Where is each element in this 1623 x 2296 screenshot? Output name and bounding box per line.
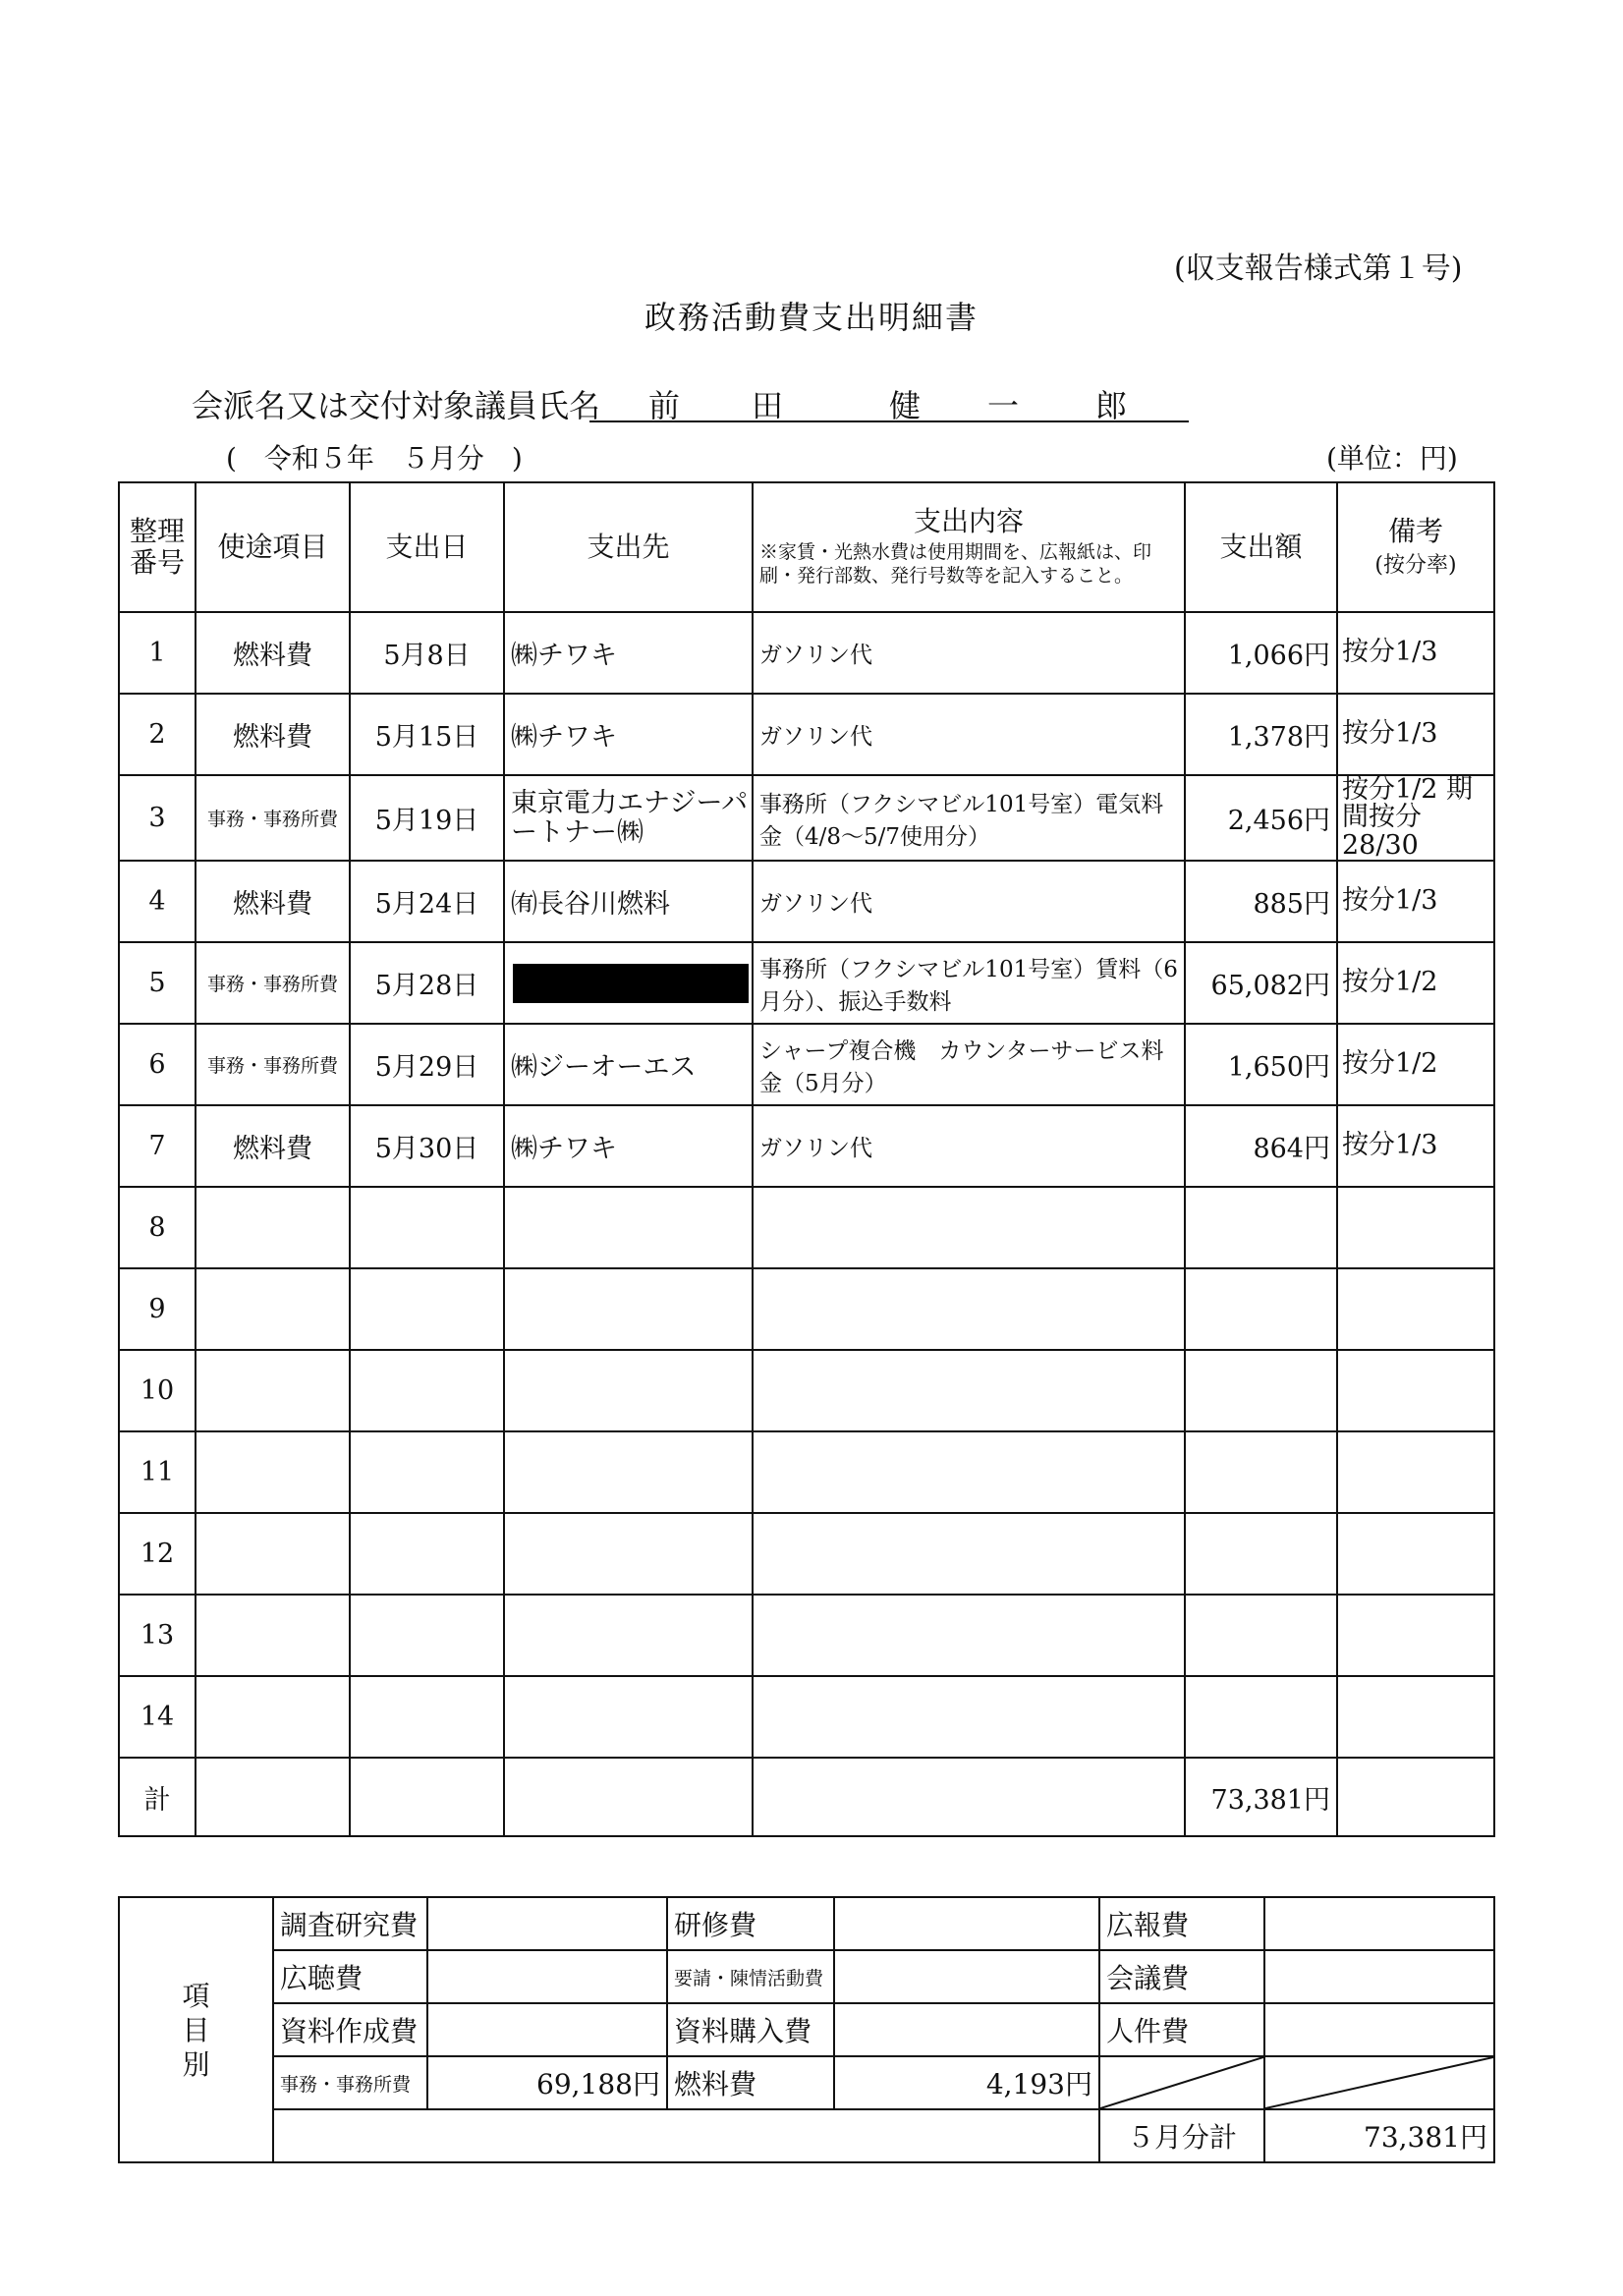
form-number: (収支報告様式第１号) bbox=[1174, 252, 1463, 286]
row-payee: ㈱チワキ bbox=[504, 612, 753, 694]
value-shiryo-sakusei bbox=[427, 2003, 667, 2056]
category-summary-table bbox=[118, 1896, 1495, 2163]
row-date: 5月15日 bbox=[350, 694, 504, 775]
value-yosei bbox=[834, 1950, 1099, 2003]
value-shiryo-konyu bbox=[834, 2003, 1099, 2056]
value-koho bbox=[1264, 1897, 1494, 1950]
row-category: 燃料費 bbox=[196, 694, 350, 775]
side-char: 項 bbox=[182, 1979, 210, 2012]
row-remarks: 按分1/3 bbox=[1337, 1105, 1494, 1187]
row-category: 事務・事務所費 bbox=[196, 1024, 350, 1105]
row-amount bbox=[1185, 1350, 1337, 1431]
value-chosa bbox=[427, 1897, 667, 1950]
row-number: 7 bbox=[119, 1105, 196, 1187]
value-kaigi bbox=[1264, 1950, 1494, 2003]
row-amount bbox=[1185, 1595, 1337, 1676]
row-category bbox=[196, 1268, 350, 1350]
row-payee: ㈱チワキ bbox=[504, 1105, 753, 1187]
label-koho: 広報費 bbox=[1099, 1897, 1264, 1950]
table-row bbox=[119, 1105, 1494, 1187]
col-date: 支出日 bbox=[350, 482, 504, 612]
label-kocho: 広聴費 bbox=[273, 1950, 427, 2003]
row-payee: ㈱ジーオーエス bbox=[504, 1024, 753, 1105]
row-category: 燃料費 bbox=[196, 1105, 350, 1187]
row-category bbox=[196, 1431, 350, 1513]
col-number bbox=[119, 482, 196, 612]
row-date bbox=[350, 1595, 504, 1676]
row-content bbox=[753, 1431, 1185, 1513]
col-content-title: 支出内容 bbox=[913, 505, 1024, 538]
col-amount: 支出額 bbox=[1185, 482, 1337, 612]
total-label: 計 bbox=[119, 1758, 196, 1836]
member-name-char: 一 bbox=[987, 387, 1020, 424]
row-category: 事務・事務所費 bbox=[196, 775, 350, 861]
row-number: 9 bbox=[119, 1268, 196, 1350]
row-content: ガソリン代 bbox=[753, 861, 1185, 942]
row-payee bbox=[504, 1187, 753, 1268]
header-row bbox=[119, 482, 1494, 612]
row-payee bbox=[504, 1513, 753, 1595]
summary-row bbox=[119, 2109, 1494, 2162]
row-date: 5月8日 bbox=[350, 612, 504, 694]
row-content: 事務所（フクシマビル101号室）賃料（6月分）、振込手数料 bbox=[753, 942, 1185, 1024]
row-amount bbox=[1185, 1187, 1337, 1268]
col-category: 使途項目 bbox=[196, 482, 350, 612]
expense-rows bbox=[119, 612, 1494, 1758]
row-remarks bbox=[1337, 1513, 1494, 1595]
summary-row bbox=[119, 1897, 1494, 1950]
member-name-char: 健 bbox=[889, 387, 922, 424]
row-amount bbox=[1185, 1676, 1337, 1758]
row-category bbox=[196, 1513, 350, 1595]
table-cell bbox=[753, 1758, 1185, 1836]
row-number: 4 bbox=[119, 861, 196, 942]
table-row bbox=[119, 1350, 1494, 1431]
col-payee: 支出先 bbox=[504, 482, 753, 612]
col-remarks-title: 備考 bbox=[1387, 514, 1443, 547]
row-date bbox=[350, 1187, 504, 1268]
table-row bbox=[119, 694, 1494, 775]
row-number: 6 bbox=[119, 1024, 196, 1105]
row-payee bbox=[504, 942, 753, 1024]
col-content-note: ※家賃・光熱水費は使用期間を、広報紙は、印刷・発行部数、発行号数等を記入すること。 bbox=[759, 541, 1152, 588]
row-date: 5月29日 bbox=[350, 1024, 504, 1105]
table-row bbox=[119, 1676, 1494, 1758]
total-amount: 73,381円 bbox=[1185, 1758, 1337, 1836]
row-payee bbox=[504, 1268, 753, 1350]
row-payee bbox=[504, 1350, 753, 1431]
row-category: 燃料費 bbox=[196, 612, 350, 694]
row-date bbox=[350, 1431, 504, 1513]
row-remarks: 按分1/2 bbox=[1337, 1024, 1494, 1105]
summary-blank bbox=[273, 2109, 1099, 2162]
row-amount: 65,082円 bbox=[1185, 942, 1337, 1024]
row-remarks: 按分1/3 bbox=[1337, 861, 1494, 942]
name-label: 会派名又は交付対象議員氏名 bbox=[192, 387, 601, 424]
table-cell bbox=[504, 1758, 753, 1836]
table-row bbox=[119, 1595, 1494, 1676]
row-date: 5月24日 bbox=[350, 861, 504, 942]
label-chosa: 調査研究費 bbox=[273, 1897, 427, 1950]
row-content: 事務所（フクシマビル101号室）電気料金（4/8～5/7使用分） bbox=[753, 775, 1185, 861]
col-content bbox=[753, 482, 1185, 612]
row-category bbox=[196, 1676, 350, 1758]
row-number: 2 bbox=[119, 694, 196, 775]
row-amount bbox=[1185, 1268, 1337, 1350]
label-yosei: 要請・陳情活動費 bbox=[667, 1950, 834, 2003]
row-date: 5月19日 bbox=[350, 775, 504, 861]
row-amount bbox=[1185, 1431, 1337, 1513]
row-content bbox=[753, 1268, 1185, 1350]
table-row bbox=[119, 1024, 1494, 1105]
row-category: 燃料費 bbox=[196, 861, 350, 942]
value-kocho bbox=[427, 1950, 667, 2003]
row-number: 5 bbox=[119, 942, 196, 1024]
col-remarks bbox=[1337, 482, 1494, 612]
value-kenshu bbox=[834, 1897, 1099, 1950]
table-cell bbox=[350, 1758, 504, 1836]
row-category bbox=[196, 1595, 350, 1676]
table-row bbox=[119, 942, 1494, 1024]
row-content: シャープ複合機 カウンターサービス料金（5月分） bbox=[753, 1024, 1185, 1105]
row-date: 5月28日 bbox=[350, 942, 504, 1024]
value-nenryo: 4,193円 bbox=[834, 2056, 1099, 2109]
row-remarks bbox=[1337, 1595, 1494, 1676]
table-row bbox=[119, 612, 1494, 694]
row-amount: 1,378円 bbox=[1185, 694, 1337, 775]
row-amount: 2,456円 bbox=[1185, 775, 1337, 861]
redaction-box bbox=[513, 964, 749, 1003]
table-row bbox=[119, 775, 1494, 861]
row-content: ガソリン代 bbox=[753, 612, 1185, 694]
col-number-line1: 整理 bbox=[129, 514, 185, 547]
label-shiryo-konyu: 資料購入費 bbox=[667, 2003, 834, 2056]
row-content: ガソリン代 bbox=[753, 694, 1185, 775]
row-amount: 1,066円 bbox=[1185, 612, 1337, 694]
diagonal-line bbox=[1100, 2057, 1263, 2108]
unit-label: (単位：円) bbox=[1326, 442, 1458, 475]
row-date bbox=[350, 1513, 504, 1595]
row-remarks bbox=[1337, 1431, 1494, 1513]
row-date bbox=[350, 1268, 504, 1350]
table-row bbox=[119, 1187, 1494, 1268]
member-name-char: 郎 bbox=[1095, 387, 1128, 424]
diagonal-line bbox=[1265, 2057, 1493, 2108]
total-row bbox=[119, 1758, 1494, 1836]
summary-row bbox=[119, 1950, 1494, 2003]
month-total-label: ５月分計 bbox=[1099, 2109, 1264, 2162]
label-shiryo-sakusei: 資料作成費 bbox=[273, 2003, 427, 2056]
row-category bbox=[196, 1350, 350, 1431]
month-total-amount: 73,381円 bbox=[1264, 2109, 1494, 2162]
row-content bbox=[753, 1676, 1185, 1758]
table-cell bbox=[196, 1758, 350, 1836]
table-row bbox=[119, 1268, 1494, 1350]
row-category bbox=[196, 1187, 350, 1268]
row-number: 10 bbox=[119, 1350, 196, 1431]
row-content bbox=[753, 1513, 1185, 1595]
row-payee bbox=[504, 1431, 753, 1513]
summary-side-label bbox=[119, 1897, 273, 2162]
row-content: ガソリン代 bbox=[753, 1105, 1185, 1187]
side-char: 別 bbox=[182, 2047, 210, 2081]
label-jimusho: 事務・事務所費 bbox=[273, 2056, 427, 2109]
page-title: 政務活動費支出明細書 bbox=[644, 299, 979, 336]
summary-row bbox=[119, 2003, 1494, 2056]
row-remarks: 按分1/2 期間按分 28/30 bbox=[1337, 775, 1494, 861]
row-date: 5月30日 bbox=[350, 1105, 504, 1187]
row-remarks: 按分1/3 bbox=[1337, 612, 1494, 694]
value-jimusho: 69,188円 bbox=[427, 2056, 667, 2109]
table-row bbox=[119, 861, 1494, 942]
label-jinken: 人件費 bbox=[1099, 2003, 1264, 2056]
row-number: 8 bbox=[119, 1187, 196, 1268]
row-remarks bbox=[1337, 1350, 1494, 1431]
row-amount: 864円 bbox=[1185, 1105, 1337, 1187]
table-cell bbox=[1337, 1758, 1494, 1836]
row-payee: ㈱チワキ bbox=[504, 694, 753, 775]
row-content bbox=[753, 1595, 1185, 1676]
col-number-line2: 番号 bbox=[129, 546, 185, 579]
row-payee: ㈲長谷川燃料 bbox=[504, 861, 753, 942]
diagonal-cell bbox=[1099, 2056, 1264, 2109]
label-kaigi: 会議費 bbox=[1099, 1950, 1264, 2003]
row-amount bbox=[1185, 1513, 1337, 1595]
diagonal-cell bbox=[1264, 2056, 1494, 2109]
row-number: 1 bbox=[119, 612, 196, 694]
row-amount: 1,650円 bbox=[1185, 1024, 1337, 1105]
row-remarks bbox=[1337, 1187, 1494, 1268]
row-payee: 東京電力エナジーパートナー㈱ bbox=[504, 775, 753, 861]
row-payee bbox=[504, 1676, 753, 1758]
report-period: ( 令和５年 ５月分 ) bbox=[226, 442, 523, 475]
value-jinken bbox=[1264, 2003, 1494, 2056]
row-remarks: 按分1/2 bbox=[1337, 942, 1494, 1024]
side-char: 目 bbox=[182, 2013, 210, 2046]
member-name-char: 田 bbox=[752, 387, 784, 424]
row-date bbox=[350, 1350, 504, 1431]
row-remarks bbox=[1337, 1268, 1494, 1350]
label-kenshu: 研修費 bbox=[667, 1897, 834, 1950]
row-date bbox=[350, 1676, 504, 1758]
row-remarks bbox=[1337, 1676, 1494, 1758]
row-number: 11 bbox=[119, 1431, 196, 1513]
col-remarks-sub: (按分率) bbox=[1374, 553, 1457, 578]
label-nenryo: 燃料費 bbox=[667, 2056, 834, 2109]
row-content bbox=[753, 1187, 1185, 1268]
row-number: 14 bbox=[119, 1676, 196, 1758]
member-name-char: 前 bbox=[648, 387, 681, 424]
row-number: 13 bbox=[119, 1595, 196, 1676]
row-number: 12 bbox=[119, 1513, 196, 1595]
row-content bbox=[753, 1350, 1185, 1431]
row-remarks: 按分1/3 bbox=[1337, 694, 1494, 775]
summary-row bbox=[119, 2056, 1494, 2109]
row-number: 3 bbox=[119, 775, 196, 861]
row-category: 事務・事務所費 bbox=[196, 942, 350, 1024]
table-row bbox=[119, 1431, 1494, 1513]
row-payee bbox=[504, 1595, 753, 1676]
row-amount: 885円 bbox=[1185, 861, 1337, 942]
expense-table bbox=[118, 481, 1495, 1837]
table-row bbox=[119, 1513, 1494, 1595]
